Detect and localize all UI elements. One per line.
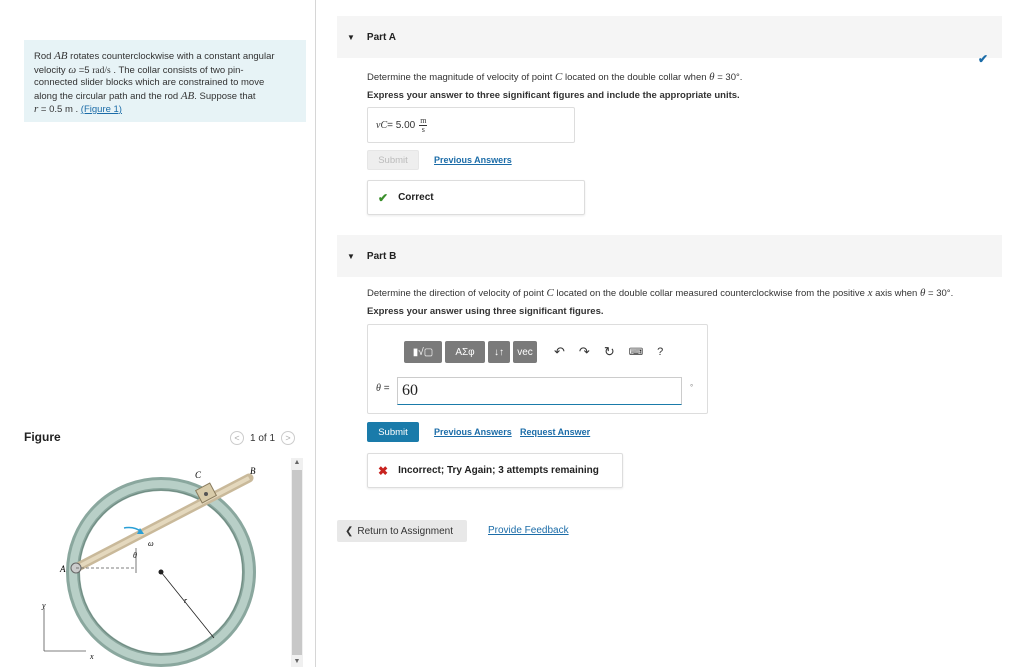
chevron-left-icon: ❮ (345, 525, 354, 537)
part-b-question: Determine the direction of velocity of point C located on the double collar measured counterclockwise from the positive x axis when θ = 30°. (367, 287, 954, 299)
undo-icon[interactable]: ↶ (554, 344, 565, 359)
redo-icon[interactable]: ↷ (578, 344, 590, 359)
figure-link[interactable]: (Figure 1) (80, 104, 122, 115)
reset-icon[interactable]: ↻ (603, 344, 615, 359)
scroll-down-icon[interactable]: ▼ (293, 658, 301, 665)
label-C: C (195, 470, 202, 480)
greek-button[interactable]: ΑΣφ (445, 341, 485, 363)
label-omega: ω (148, 539, 154, 548)
part-b-feedback: ✖ Incorrect; Try Again; 3 attempts remaining (367, 453, 623, 488)
part-b-previous-answers-link[interactable]: Previous Answers (434, 427, 512, 437)
theta-input[interactable]: 60 (397, 377, 682, 405)
pager-text: 1 of 1 (250, 432, 276, 444)
collapse-icon[interactable]: ▼ (347, 32, 355, 42)
prev-figure-button[interactable]: < (230, 431, 244, 445)
math-editor (367, 324, 708, 414)
part-a-feedback: ✔ Correct (367, 180, 585, 215)
provide-feedback-link[interactable]: Provide Feedback (488, 525, 569, 536)
keyboard-icon[interactable]: ⌨ (628, 346, 644, 358)
label-x: x (90, 652, 94, 661)
part-a-question: Determine the magnitude of velocity of point C located on the double collar when θ = 30°. (367, 71, 743, 83)
part-a-submit-button[interactable]: Submit (367, 150, 419, 170)
help-icon[interactable]: ? (657, 346, 664, 358)
answer-unit: $\frac{m}{s}$ (420, 115, 427, 134)
part-b-instruction: Express your answer using three significant figures. (367, 306, 604, 317)
math-toolbar (404, 341, 663, 363)
problem-statement: Rod AB rotates counterclockwise with a constant angular velocity ω =5 rad/s . The collar consists of two pin- connected slider blocks which are constrained to move along the circular path and the rod AB. Suppose that r = 0.5 m . (Figure 1) (24, 40, 306, 122)
figure-title: Figure (24, 430, 61, 444)
scroll-up-icon[interactable]: ▲ (293, 459, 301, 466)
label-B: B (250, 466, 256, 476)
theta-label: θ = (376, 383, 390, 394)
figure-pager (230, 431, 295, 445)
answer-value: = 5.00 (387, 119, 416, 131)
part-a-header[interactable] (337, 16, 1002, 58)
label-A: A (60, 564, 66, 574)
label-theta: θ (133, 551, 137, 560)
request-answer-link[interactable]: Request Answer (520, 427, 591, 437)
part-a-instruction: Express your answer to three significant figures and include the appropriate units. (367, 90, 740, 101)
check-icon: ✔ (378, 190, 389, 205)
next-figure-button[interactable]: > (281, 431, 295, 445)
templates-button[interactable]: ▮√▢ (404, 341, 442, 363)
left-panel (0, 0, 316, 667)
label-r: r (184, 596, 188, 605)
part-a-previous-answers-link[interactable]: Previous Answers (434, 155, 512, 165)
part-a-complete-check-icon: ✔ (978, 52, 989, 66)
x-icon: ✖ (378, 463, 389, 478)
arrows-button[interactable]: ↓↑ (488, 341, 510, 363)
return-to-assignment-button[interactable]: ❮ Return to Assignment (337, 520, 467, 542)
degree-unit: ° (690, 383, 694, 392)
part-b-title: Part B (366, 250, 397, 262)
collapse-icon[interactable]: ▼ (347, 251, 355, 261)
label-y: y (42, 601, 46, 610)
figure-diagram (24, 458, 294, 667)
figure-scrollbar[interactable] (291, 458, 303, 667)
vec-button[interactable]: vec (513, 341, 537, 363)
part-b-submit-button[interactable]: Submit (367, 422, 419, 442)
part-a-answer-box (367, 107, 575, 143)
scroll-thumb[interactable] (292, 470, 302, 655)
right-panel (316, 0, 1024, 667)
answer-variable: vC (376, 119, 388, 131)
part-a-title: Part A (366, 31, 397, 43)
part-b-header[interactable] (337, 235, 1002, 277)
